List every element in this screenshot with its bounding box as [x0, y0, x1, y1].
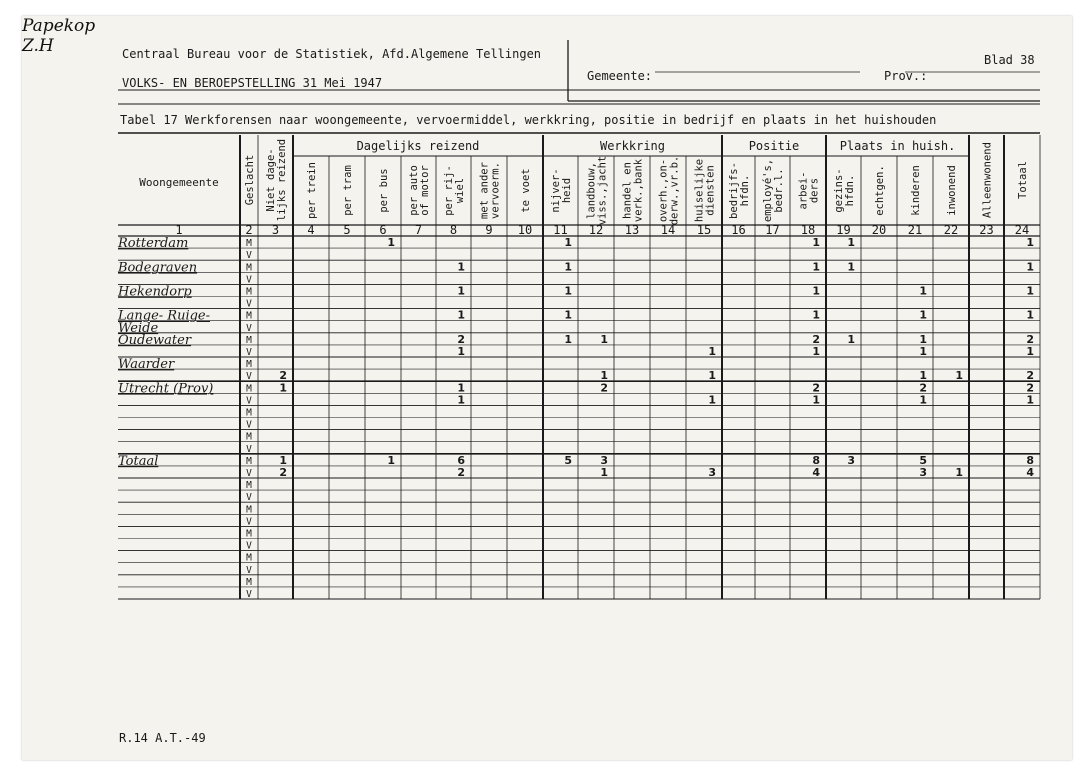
sex-cell: V	[246, 274, 252, 286]
data-cell: 1	[919, 284, 927, 298]
data-cell: 1	[600, 332, 608, 346]
column-header-17: bedr.l.	[773, 168, 785, 213]
data-cell: 1	[919, 393, 927, 407]
data-cell: 2	[919, 381, 927, 395]
data-cell: 2	[457, 332, 465, 346]
sex-cell: V	[246, 371, 252, 383]
column-header-21: kinderen	[910, 165, 922, 216]
column-number-11: 11	[553, 223, 568, 237]
column-header-10: te voet	[520, 168, 532, 213]
data-cell: 1	[812, 393, 820, 407]
sex-cell: M	[246, 552, 252, 564]
data-cell: 2	[279, 466, 287, 479]
woongemeente-name: Bodegraven	[118, 260, 198, 276]
census-line: VOLKS- EN BEROEPSTELLING 31 Mei 1947	[122, 76, 383, 90]
sex-cell: V	[246, 395, 252, 407]
data-cell: 1	[564, 284, 572, 298]
data-cell: 1	[1026, 345, 1034, 358]
data-cell: 1	[600, 466, 608, 479]
sex-cell: M	[246, 576, 252, 588]
data-cell: 1	[1026, 236, 1034, 250]
column-header-11: heid	[561, 177, 573, 204]
column-number-18: 18	[800, 223, 816, 237]
column-number-17: 17	[765, 223, 780, 237]
prov-value: Z.H	[22, 36, 54, 56]
woongemeente-name: Lange- Ruige-	[118, 308, 211, 324]
group-header-4: Plaats in huish.	[839, 139, 956, 153]
data-cell: 1	[1026, 284, 1034, 298]
sex-cell: V	[246, 322, 252, 334]
bureau-line: Centraal Bureau voor de Statistiek, Afd.Algemene Tellingen	[122, 47, 542, 61]
data-cell: 1	[457, 393, 465, 407]
data-cell: 1	[279, 381, 287, 395]
column-header-13: verk.,bank	[632, 158, 645, 223]
column-header-3: Niet dage-	[265, 148, 277, 212]
column-number-8: 8	[449, 223, 458, 237]
sex-cell: V	[246, 516, 252, 528]
woongemeente-name: Waarder	[118, 357, 175, 373]
column-header-24: Totaal	[1017, 161, 1029, 199]
sex-cell: M	[246, 310, 252, 322]
data-cell: 2	[1026, 381, 1034, 395]
data-cell: 1	[919, 369, 927, 383]
column-header-6: per bus	[378, 168, 390, 213]
sex-cell: M	[246, 455, 252, 467]
data-cell: 1	[919, 345, 927, 358]
data-cell: 1	[457, 345, 465, 358]
column-header-7: of motor	[419, 165, 431, 216]
data-cell: 1	[955, 466, 963, 479]
data-cell: 1	[708, 393, 716, 407]
column-number-23: 23	[979, 223, 994, 237]
data-cell: 3	[919, 466, 927, 479]
sex-cell: V	[246, 419, 252, 431]
column-number-5: 5	[343, 223, 351, 237]
data-cell: 3	[847, 453, 855, 467]
data-cell: 1	[919, 332, 927, 346]
column-header-16: bedrijfs-	[728, 162, 740, 219]
column-header-12: landbouw,	[585, 162, 598, 219]
data-cell: 6	[457, 453, 465, 467]
prov-label: Prov.:	[884, 69, 928, 83]
data-cell: 1	[812, 260, 820, 274]
sex-cell: V	[246, 540, 252, 552]
column-header-15: huiselijke	[693, 158, 706, 223]
sex-cell: M	[246, 504, 252, 516]
data-cell: 1	[847, 236, 855, 250]
sex-cell: M	[246, 480, 252, 492]
data-cell: 3	[600, 453, 608, 467]
column-header-19: gezins-	[833, 168, 845, 213]
woongemeente-name: Rotterdam	[118, 236, 189, 252]
sex-cell: M	[246, 431, 252, 443]
column-number-2: 2	[245, 223, 253, 237]
data-cell: 1	[457, 381, 465, 395]
column-header-3: lijks reizend	[276, 138, 288, 222]
data-cell: 4	[812, 466, 820, 479]
data-cell: 1	[1026, 393, 1034, 407]
data-cell: 1	[847, 260, 855, 274]
column-header-8: per rij-	[443, 165, 455, 216]
column-header-7: per auto	[408, 165, 420, 216]
sex-cell: V	[246, 298, 252, 310]
column-number-24: 24	[1014, 223, 1030, 237]
data-cell: 2	[812, 332, 820, 346]
data-cell: 2	[457, 466, 465, 479]
sex-cell: M	[246, 383, 252, 395]
column-header-4: per trein	[306, 162, 318, 219]
census-form	[22, 16, 1072, 760]
column-number-19: 19	[836, 223, 851, 237]
column-number-3: 3	[271, 223, 280, 237]
blad-number: Blad 38	[984, 53, 1035, 67]
form-code: R.14 A.T.-49	[119, 731, 206, 745]
column-header-17: employé's,	[762, 158, 774, 223]
data-cell: 2	[600, 381, 608, 395]
sex-cell: V	[246, 250, 252, 262]
sex-cell: M	[246, 359, 252, 371]
data-cell: 2	[812, 381, 820, 395]
data-cell: 1	[812, 308, 820, 322]
data-cell: 2	[279, 369, 287, 383]
column-header-13: handel en	[621, 162, 634, 219]
data-cell: 5	[919, 453, 927, 467]
sex-cell: V	[246, 468, 252, 479]
column-number-22: 22	[943, 223, 959, 237]
column-header-14: derw.,vr.b.	[668, 155, 681, 226]
column-header-15: diensten	[704, 165, 717, 216]
data-cell: 1	[1026, 260, 1034, 274]
data-cell: 8	[812, 453, 820, 467]
sex-cell: M	[246, 407, 252, 419]
column-number-16: 16	[731, 223, 746, 237]
data-cell: 1	[457, 260, 465, 274]
column-number-20: 20	[871, 223, 887, 237]
group-header-1: Dagelijks reizend	[356, 139, 480, 153]
column-header-11: nijver-	[550, 168, 562, 213]
sex-cell: M	[246, 334, 252, 346]
woongemeente-name: Oudewater	[118, 332, 192, 348]
sex-cell: M	[246, 262, 252, 274]
data-cell: 1	[919, 308, 927, 322]
data-cell: 1	[387, 453, 395, 467]
data-cell: 1	[457, 308, 465, 322]
column-header-1: Woongemeente	[139, 176, 219, 189]
woongemeente-name: Hekendorp	[118, 284, 192, 300]
data-cell: 2	[1026, 332, 1034, 346]
data-cell: 1	[564, 332, 572, 346]
column-number-9: 9	[485, 223, 493, 237]
column-header-9: vervoerm.	[489, 162, 502, 219]
column-number-12: 12	[588, 223, 604, 237]
data-cell: 3	[708, 466, 716, 479]
sex-cell: V	[246, 443, 252, 455]
gemeente-value: Papekop	[22, 16, 96, 36]
column-number-15: 15	[696, 223, 712, 237]
data-cell: 1	[847, 332, 855, 346]
data-cell: 1	[955, 369, 963, 383]
data-cell: 8	[1026, 453, 1034, 467]
data-cell: 1	[708, 345, 716, 358]
column-header-16: hfdn.	[739, 174, 751, 207]
column-header-8: wiel	[454, 177, 466, 204]
column-header-9: met ander	[478, 162, 491, 219]
column-header-19: hfdn.	[844, 174, 856, 207]
column-number-7: 7	[414, 223, 423, 237]
data-cell: 1	[564, 260, 572, 274]
data-cell: 1	[387, 236, 395, 250]
data-cell: 4	[1026, 466, 1034, 479]
column-number-1: 1	[175, 223, 183, 237]
column-header-23: Alleenwonend	[981, 142, 994, 218]
column-header-22: inwonend	[946, 165, 958, 216]
column-header-14: overh.,on-	[657, 158, 670, 223]
column-number-13: 13	[624, 223, 640, 237]
data-cell: 1	[279, 453, 287, 467]
column-header-5: per tram	[342, 165, 354, 216]
woongemeente-name: Weide	[118, 320, 159, 336]
data-cell: 1	[812, 345, 820, 358]
data-cell: 1	[708, 369, 716, 383]
column-number-4: 4	[307, 223, 315, 237]
sex-cell: M	[246, 238, 252, 250]
sex-cell: V	[246, 492, 252, 504]
column-header-12: viss.,jacht	[596, 155, 609, 226]
data-cell: 1	[457, 284, 465, 298]
group-header-3: Positie	[748, 139, 800, 153]
sex-cell: V	[246, 564, 252, 576]
column-header-20: echtgen.	[874, 165, 886, 216]
sex-cell: V	[246, 347, 252, 358]
table-title: Tabel 17 Werkforensen naar woongemeente, vervoermiddel, werkkring, positie in bedrijf en plaats in het huishouden	[120, 113, 937, 127]
sex-cell: V	[246, 589, 252, 600]
data-cell: 1	[600, 369, 608, 383]
column-number-6: 6	[379, 223, 387, 237]
column-number-21: 21	[907, 223, 923, 237]
data-cell: 1	[564, 308, 572, 322]
data-cell: 1	[812, 284, 820, 298]
gemeente-label: Gemeente:	[587, 69, 653, 83]
data-cell: 1	[564, 236, 572, 250]
woongemeente-name: Utrecht (Prov)	[118, 381, 214, 397]
woongemeente-name: Totaal	[118, 453, 159, 469]
column-header-18: ders	[808, 177, 821, 204]
sex-cell: M	[246, 528, 252, 540]
column-header-2: Geslacht	[244, 154, 256, 206]
data-cell: 5	[564, 453, 572, 467]
data-cell: 1	[1026, 308, 1034, 322]
data-cell: 2	[1026, 369, 1034, 383]
column-number-10: 10	[517, 223, 533, 237]
column-header-18: arbei-	[797, 171, 810, 210]
sex-cell: M	[246, 286, 252, 298]
column-number-14: 14	[660, 223, 676, 237]
data-cell: 1	[812, 236, 820, 250]
group-header-2: Werkkring	[599, 139, 666, 153]
